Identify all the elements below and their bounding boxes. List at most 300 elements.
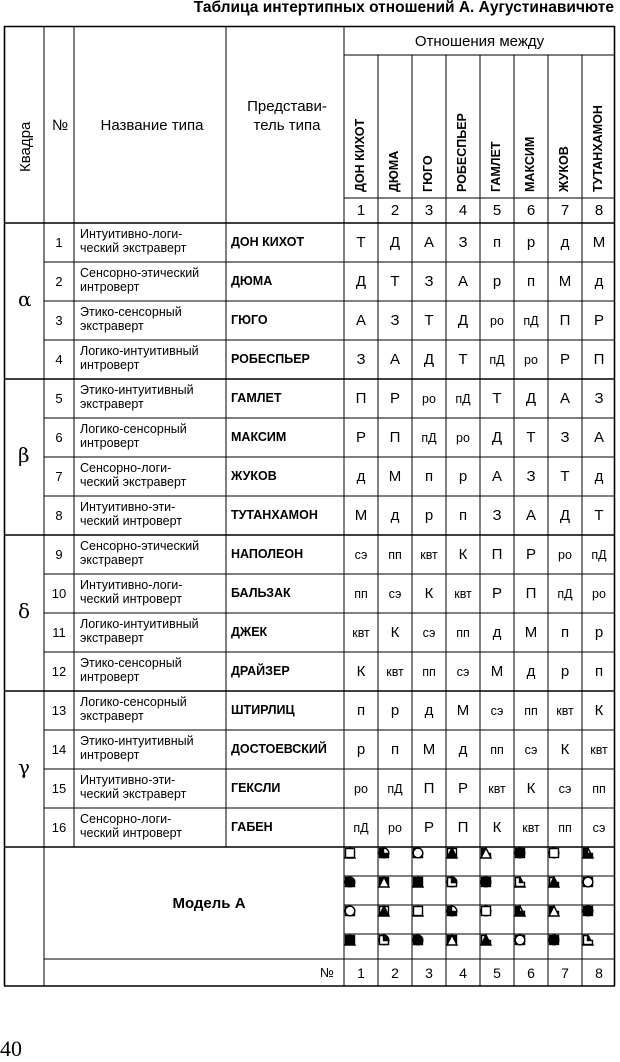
type-name-line1: Логико-сенсорный (80, 422, 187, 436)
relation-cell: Т (526, 429, 536, 446)
relation-cell: сэ (524, 742, 538, 757)
type-name (80, 539, 199, 567)
type-representative: БАЛЬЗАК (231, 586, 291, 600)
tri-icon (446, 934, 458, 946)
relation-cell: п (594, 663, 604, 680)
model-symbol-pair (378, 847, 412, 876)
relation-cell: М (456, 702, 470, 719)
column-number: 5 (492, 202, 502, 219)
relation-cell: К (492, 819, 502, 836)
relation-cell: квт (352, 625, 370, 640)
type-name (80, 344, 199, 372)
relation-cell: Т (424, 312, 434, 329)
relation-cell: ро (524, 352, 538, 367)
row-number: 13 (51, 703, 67, 718)
relation-cell: П (559, 312, 571, 329)
table-row (4, 340, 615, 379)
type-name-line2: интроверт (80, 280, 140, 294)
model-symbol-pair (582, 876, 616, 905)
model-symbol-pair (344, 905, 378, 934)
table-row (4, 613, 615, 652)
relation-cell: А (389, 351, 400, 368)
relation-cell: пп (524, 703, 538, 718)
relation-cell: пД (455, 391, 471, 406)
type-representative: ДЮМА (231, 274, 273, 288)
table-row (4, 730, 615, 769)
relation-cell: М (354, 507, 368, 524)
tri-icon (480, 934, 492, 946)
relation-cell: Т (594, 507, 604, 524)
L-icon (582, 847, 594, 859)
model-symbol-pair (480, 847, 514, 876)
relation-cell: р (526, 234, 536, 251)
relation-cell: п (492, 234, 502, 251)
relation-cell: З (526, 468, 536, 485)
relation-cell: д (594, 273, 604, 290)
kvadra-header: Квадра (17, 121, 34, 172)
type-name-line1: Этико-интуитивный (80, 383, 194, 397)
table-row (4, 223, 615, 262)
relation-cell: А (559, 390, 570, 407)
L-icon (582, 934, 594, 946)
relation-cell: Р (491, 585, 502, 602)
relation-cell: К (560, 741, 570, 758)
tri-icon (446, 847, 458, 859)
sq-icon (548, 934, 560, 946)
relation-cell: ро (354, 781, 368, 796)
relation-cell: д (560, 234, 570, 251)
type-name-line1: Этико-сенсорный (80, 656, 182, 670)
type-name-line2: интроверт (80, 358, 140, 372)
type-name-line1: Сенсорно-логи- (80, 461, 172, 475)
row-number: 12 (51, 664, 67, 679)
circ-icon (582, 876, 594, 888)
type-name (80, 734, 194, 762)
relation-cell: П (389, 429, 401, 446)
model-column-number: 8 (595, 964, 603, 981)
model-symbol-pair (548, 847, 582, 876)
relation-cell: К (458, 546, 468, 563)
num-header: № (51, 117, 69, 134)
row-number: 3 (55, 313, 63, 328)
table-row (4, 301, 615, 340)
row-number: 9 (55, 547, 63, 562)
relation-cell: З (594, 390, 604, 407)
page-number: 40 (0, 1036, 22, 1061)
model-column-number: 1 (357, 964, 365, 981)
relation-cell: р (424, 507, 434, 524)
relation-cell: Д (457, 312, 469, 329)
relation-cell: д (424, 702, 434, 719)
row-number: 14 (51, 742, 67, 757)
type-name-line2: экстраверт (80, 553, 144, 567)
type-name-line1: Сенсорно-этический (80, 539, 200, 553)
relation-cell: сэ (388, 586, 402, 601)
relation-cell: сэ (490, 703, 504, 718)
table-row (4, 808, 615, 847)
model-symbol-pair (582, 905, 616, 934)
column-header-3: ГЮГО (421, 155, 435, 192)
relation-cell: Р (525, 546, 536, 563)
page-title: Таблица интертипных отношений А. Аугустинавичюте (193, 0, 614, 16)
type-name-line2: интроверт (80, 748, 140, 762)
relation-cell: пД (557, 586, 573, 601)
relation-cell: квт (522, 820, 540, 835)
tri-icon (378, 876, 390, 888)
relation-cell: ро (490, 313, 504, 328)
relation-cell: П (525, 585, 537, 602)
relation-cell: Т (492, 390, 502, 407)
type-representative: НАПОЛЕОН (231, 547, 304, 561)
type-name-line1: Сенсорно-этический (80, 266, 200, 280)
relation-cell: К (594, 702, 604, 719)
model-symbol-pair (446, 934, 480, 963)
circ-icon (514, 934, 526, 946)
type-name (80, 773, 186, 801)
relation-cell: М (558, 273, 572, 290)
relation-cell: р (458, 468, 468, 485)
table-row (4, 769, 615, 808)
model-symbol-pair (582, 934, 616, 963)
L-icon (514, 876, 526, 888)
relation-cell: П (355, 390, 367, 407)
type-name-line2: экстраверт (80, 319, 144, 333)
type-name-line2: ческий интроверт (80, 514, 182, 528)
relation-cell: К (526, 780, 536, 797)
model-symbol-pair (548, 876, 582, 905)
type-name (80, 500, 182, 528)
relation-cell: п (526, 273, 536, 290)
relation-cell: квт (590, 742, 608, 757)
model-column-number: 7 (561, 964, 569, 981)
row-number: 8 (55, 508, 63, 523)
relation-cell: квт (386, 664, 404, 679)
table-row (4, 379, 615, 418)
type-name (80, 305, 182, 333)
model-symbol-pair (344, 934, 378, 963)
relation-cell: д (390, 507, 400, 524)
table-row (4, 652, 615, 691)
column-header-6: МАКСИМ (523, 136, 537, 192)
model-symbol-pair (412, 876, 446, 905)
type-representative: ГАБЕН (231, 820, 273, 834)
relation-cell: ро (422, 391, 436, 406)
quadra-label: δ (18, 599, 31, 623)
rep-header-line2: тель типа (253, 117, 321, 134)
type-representative: ДРАЙЗЕР (231, 664, 290, 678)
relation-cell: пп (592, 781, 606, 796)
relation-cell: ро (388, 820, 402, 835)
tri-icon (548, 876, 560, 888)
type-name (80, 656, 182, 684)
type-name-line2: экстраверт (80, 709, 144, 723)
table-row (4, 457, 615, 496)
column-number: 2 (390, 202, 400, 219)
relation-cell: З (424, 273, 434, 290)
column-header-7: ЖУКОВ (557, 146, 571, 192)
quadra-label: α (18, 287, 32, 311)
model-symbol-pair (446, 876, 480, 905)
type-name (80, 422, 187, 450)
relation-cell: пД (421, 430, 437, 445)
type-name-line1: Сенсорно-логи- (80, 812, 172, 826)
quadra-label: γ (18, 755, 30, 779)
relation-cell: П (491, 546, 503, 563)
relation-cell: Р (423, 819, 434, 836)
sq-icon (480, 905, 492, 917)
tri-icon (378, 905, 390, 917)
type-representative: ГЮГО (231, 313, 268, 327)
model-symbol-pair (480, 934, 514, 963)
relation-cell: З (492, 507, 502, 524)
column-header-5: ГАМЛЕТ (489, 141, 503, 192)
type-name-header: Название типа (100, 117, 204, 134)
type-name-line2: экстраверт (80, 397, 144, 411)
relation-cell: М (524, 624, 538, 641)
type-name (80, 227, 186, 255)
relation-cell: Т (560, 468, 570, 485)
relation-cell: Р (457, 780, 468, 797)
relation-cell: П (593, 351, 605, 368)
rep-header-line1: Представи- (247, 98, 327, 115)
model-symbol-pair (582, 847, 616, 876)
circ-icon (344, 905, 356, 917)
model-symbol-pair (378, 905, 412, 934)
relation-cell: ро (592, 586, 606, 601)
model-symbol-pair (514, 847, 548, 876)
column-header-2: ДЮМА (387, 150, 401, 192)
sq-icon (548, 847, 560, 859)
model-symbol-pair (480, 876, 514, 905)
relation-cell: пп (490, 742, 504, 757)
type-representative: ШТИРЛИЦ (231, 703, 295, 717)
relation-cell: р (594, 624, 604, 641)
relation-cell: пД (353, 820, 369, 835)
row-number: 7 (55, 469, 63, 484)
tri-icon (548, 905, 560, 917)
relation-cell: ро (558, 547, 572, 562)
column-number: 3 (424, 202, 434, 219)
relation-cell: пД (387, 781, 403, 796)
model-symbol-pair (378, 876, 412, 905)
circ-icon (514, 847, 526, 859)
row-number: 1 (55, 235, 63, 250)
quadra-label: β (18, 443, 30, 467)
relation-cell: сэ (354, 547, 368, 562)
relation-cell: квт (420, 547, 438, 562)
relation-cell: А (355, 312, 366, 329)
model-label: Модель А (172, 894, 246, 912)
relation-cell: Т (390, 273, 400, 290)
relation-cell: Т (356, 234, 366, 251)
relation-cell: З (560, 429, 570, 446)
row-number: 5 (55, 391, 63, 406)
relation-cell: К (390, 624, 400, 641)
type-name-line2: ческий интроверт (80, 826, 182, 840)
relation-cell: М (490, 663, 504, 680)
model-symbol-pair (514, 905, 548, 934)
model-column-number: 3 (425, 964, 433, 981)
column-number: 6 (526, 202, 536, 219)
column-header-8: ТУТАНХАМОН (591, 105, 605, 192)
circ-icon (582, 905, 594, 917)
type-representative: ЖУКОВ (231, 469, 277, 483)
relation-cell: А (491, 468, 502, 485)
row-number: 16 (51, 820, 67, 835)
relation-cell: П (423, 780, 435, 797)
table-row (4, 691, 615, 730)
relation-cell: п (560, 624, 570, 641)
L-icon (514, 905, 526, 917)
relation-cell: К (356, 663, 366, 680)
circ-icon (412, 847, 424, 859)
row-number: 2 (55, 274, 63, 289)
relation-cell: Т (458, 351, 468, 368)
sq-icon (344, 934, 356, 946)
model-symbol-pair (548, 905, 582, 934)
relation-cell: д (594, 468, 604, 485)
type-name-line1: Логико-интуитивный (80, 617, 199, 631)
model-column-number: 6 (527, 964, 535, 981)
relation-cell: сэ (422, 625, 436, 640)
column-number: 1 (356, 202, 366, 219)
type-name-line1: Интуитивно-эти- (80, 500, 176, 514)
L-icon (378, 934, 390, 946)
L-icon (446, 905, 458, 917)
type-name-line1: Интуитивно-эти- (80, 773, 176, 787)
tri-icon (480, 847, 492, 859)
relation-cell: пД (489, 352, 505, 367)
model-symbol-pair (514, 876, 548, 905)
type-name (80, 695, 187, 723)
relation-cell: А (525, 507, 536, 524)
relation-cell: пД (523, 313, 539, 328)
type-name-line1: Этико-интуитивный (80, 734, 194, 748)
relation-cell: М (592, 234, 606, 251)
relation-cell: пп (388, 547, 402, 562)
type-representative: ГЕКСЛИ (231, 781, 281, 795)
table-row (4, 496, 615, 535)
model-symbol-pair (412, 847, 446, 876)
model-column-number: 4 (459, 964, 467, 981)
relation-cell: пп (558, 820, 572, 835)
row-number: 6 (55, 430, 63, 445)
type-name (80, 461, 186, 489)
column-header-4: РОБЕСПЬЕР (455, 113, 469, 192)
relation-cell: К (424, 585, 434, 602)
model-symbol-pair (446, 905, 480, 934)
model-symbol-pair (480, 905, 514, 934)
model-symbol-pair (378, 934, 412, 963)
table-row (4, 574, 615, 613)
type-name-line1: Логико-интуитивный (80, 344, 199, 358)
relation-cell: Р (355, 429, 366, 446)
model-column-number: 2 (391, 964, 399, 981)
type-name (80, 578, 182, 606)
relation-cell: пп (456, 625, 470, 640)
relation-cell: р (492, 273, 502, 290)
relation-cell: квт (556, 703, 574, 718)
type-name-line2: интроверт (80, 436, 140, 450)
relations-header: Отношения между (414, 32, 545, 50)
model-num-label: № (320, 965, 334, 980)
column-number: 8 (594, 202, 604, 219)
type-name (80, 266, 199, 294)
model-symbol-pair (446, 847, 480, 876)
relation-cell: А (457, 273, 468, 290)
relation-cell: сэ (592, 820, 606, 835)
row-number: 11 (52, 625, 66, 640)
type-name-line1: Интуитивно-логи- (80, 578, 183, 592)
column-number: 7 (560, 202, 570, 219)
relation-cell: Р (389, 390, 400, 407)
L-icon (378, 847, 390, 859)
relation-cell: п (390, 741, 400, 758)
row-number: 4 (55, 352, 63, 367)
relation-cell: д (356, 468, 366, 485)
type-name-line1: Логико-сенсорный (80, 695, 187, 709)
relation-cell: квт (488, 781, 506, 796)
relation-cell: д (458, 741, 468, 758)
row-number: 15 (51, 781, 67, 796)
type-name-line2: ческий экстраверт (80, 475, 187, 489)
type-name-line2: ческий экстраверт (80, 787, 187, 801)
relation-cell: квт (454, 586, 472, 601)
relation-cell: П (457, 819, 469, 836)
type-name (80, 383, 194, 411)
type-representative: МАКСИМ (231, 430, 287, 444)
relation-cell: п (424, 468, 434, 485)
type-representative: ТУТАНХАМОН (231, 508, 318, 522)
column-header-1: ДОН КИХОТ (353, 118, 367, 192)
relation-cell: п (458, 507, 468, 524)
relation-cell: М (388, 468, 402, 485)
rep-header (228, 96, 346, 136)
type-name-line2: экстраверт (80, 631, 144, 645)
type-name-line2: ческий интроверт (80, 592, 182, 606)
relation-cell: сэ (456, 664, 470, 679)
relation-cell: Д (423, 351, 435, 368)
type-name (80, 812, 182, 840)
type-representative: РОБЕСПЬЕР (231, 352, 310, 366)
relation-cell: Р (593, 312, 604, 329)
relation-cell: Д (491, 429, 503, 446)
relation-cell: р (560, 663, 570, 680)
circ-icon (412, 934, 424, 946)
model-symbol-pair (412, 905, 446, 934)
relation-cell: З (458, 234, 468, 251)
relation-cell: сэ (558, 781, 572, 796)
relation-cell: З (356, 351, 366, 368)
relation-cell: пп (422, 664, 436, 679)
sq-icon (412, 905, 424, 917)
relation-cell: А (593, 429, 604, 446)
relation-cell: д (492, 624, 502, 641)
relation-cell: пД (591, 547, 607, 562)
circ-icon (344, 876, 356, 888)
type-representative: ГАМЛЕТ (231, 391, 282, 405)
L-icon (446, 876, 458, 888)
sq-icon (480, 876, 492, 888)
relation-cell: Р (559, 351, 570, 368)
type-name (80, 617, 199, 645)
model-column-number: 5 (493, 964, 501, 981)
model-symbol-pair (514, 934, 548, 963)
column-number: 4 (458, 202, 468, 219)
relation-cell: р (390, 702, 400, 719)
relation-cell: п (356, 702, 366, 719)
model-symbol-pair (344, 847, 378, 876)
